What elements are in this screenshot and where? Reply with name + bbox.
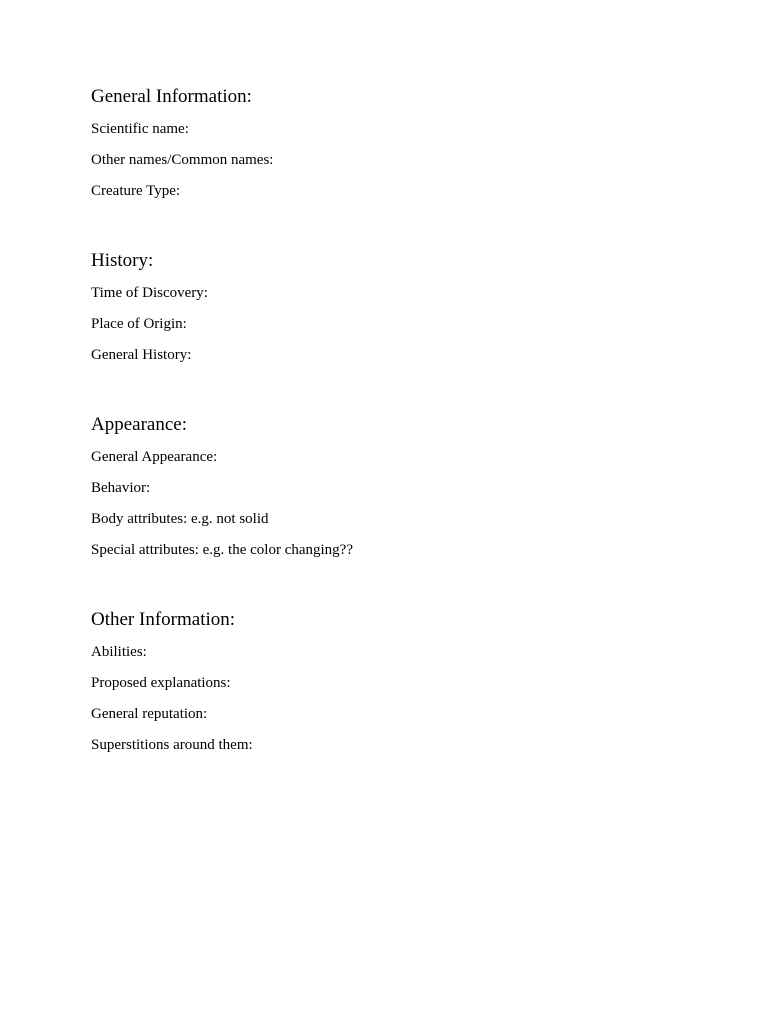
section-history	[91, 250, 691, 364]
field-abilities: Abilities:	[91, 644, 147, 660]
field-general-history: General History:	[91, 347, 192, 363]
field-time-of-discovery: Time of Discovery:	[91, 285, 208, 301]
field-special-attributes: Special attributes: e.g. the color changing??	[91, 542, 353, 558]
section-heading: History:	[91, 250, 154, 271]
field-general-reputation: General reputation:	[91, 706, 208, 722]
section-heading: General Information:	[91, 86, 252, 107]
field-behavior: Behavior:	[91, 480, 151, 496]
field-general-appearance: General Appearance:	[91, 449, 218, 465]
field-creature-type: Creature Type:	[91, 183, 181, 199]
field-proposed-explanations: Proposed explanations:	[91, 675, 231, 691]
field-scientific-name: Scientific name:	[91, 121, 189, 137]
section-other-information	[91, 609, 691, 754]
field-body-attributes: Body attributes: e.g. not solid	[91, 511, 269, 527]
section-heading: Appearance:	[91, 414, 187, 435]
section-appearance	[91, 414, 691, 559]
field-place-of-origin: Place of Origin:	[91, 316, 187, 332]
section-heading: Other Information:	[91, 609, 236, 630]
field-superstitions: Superstitions around them:	[91, 737, 253, 753]
section-general-information	[91, 86, 691, 200]
field-other-names: Other names/Common names:	[91, 152, 274, 168]
